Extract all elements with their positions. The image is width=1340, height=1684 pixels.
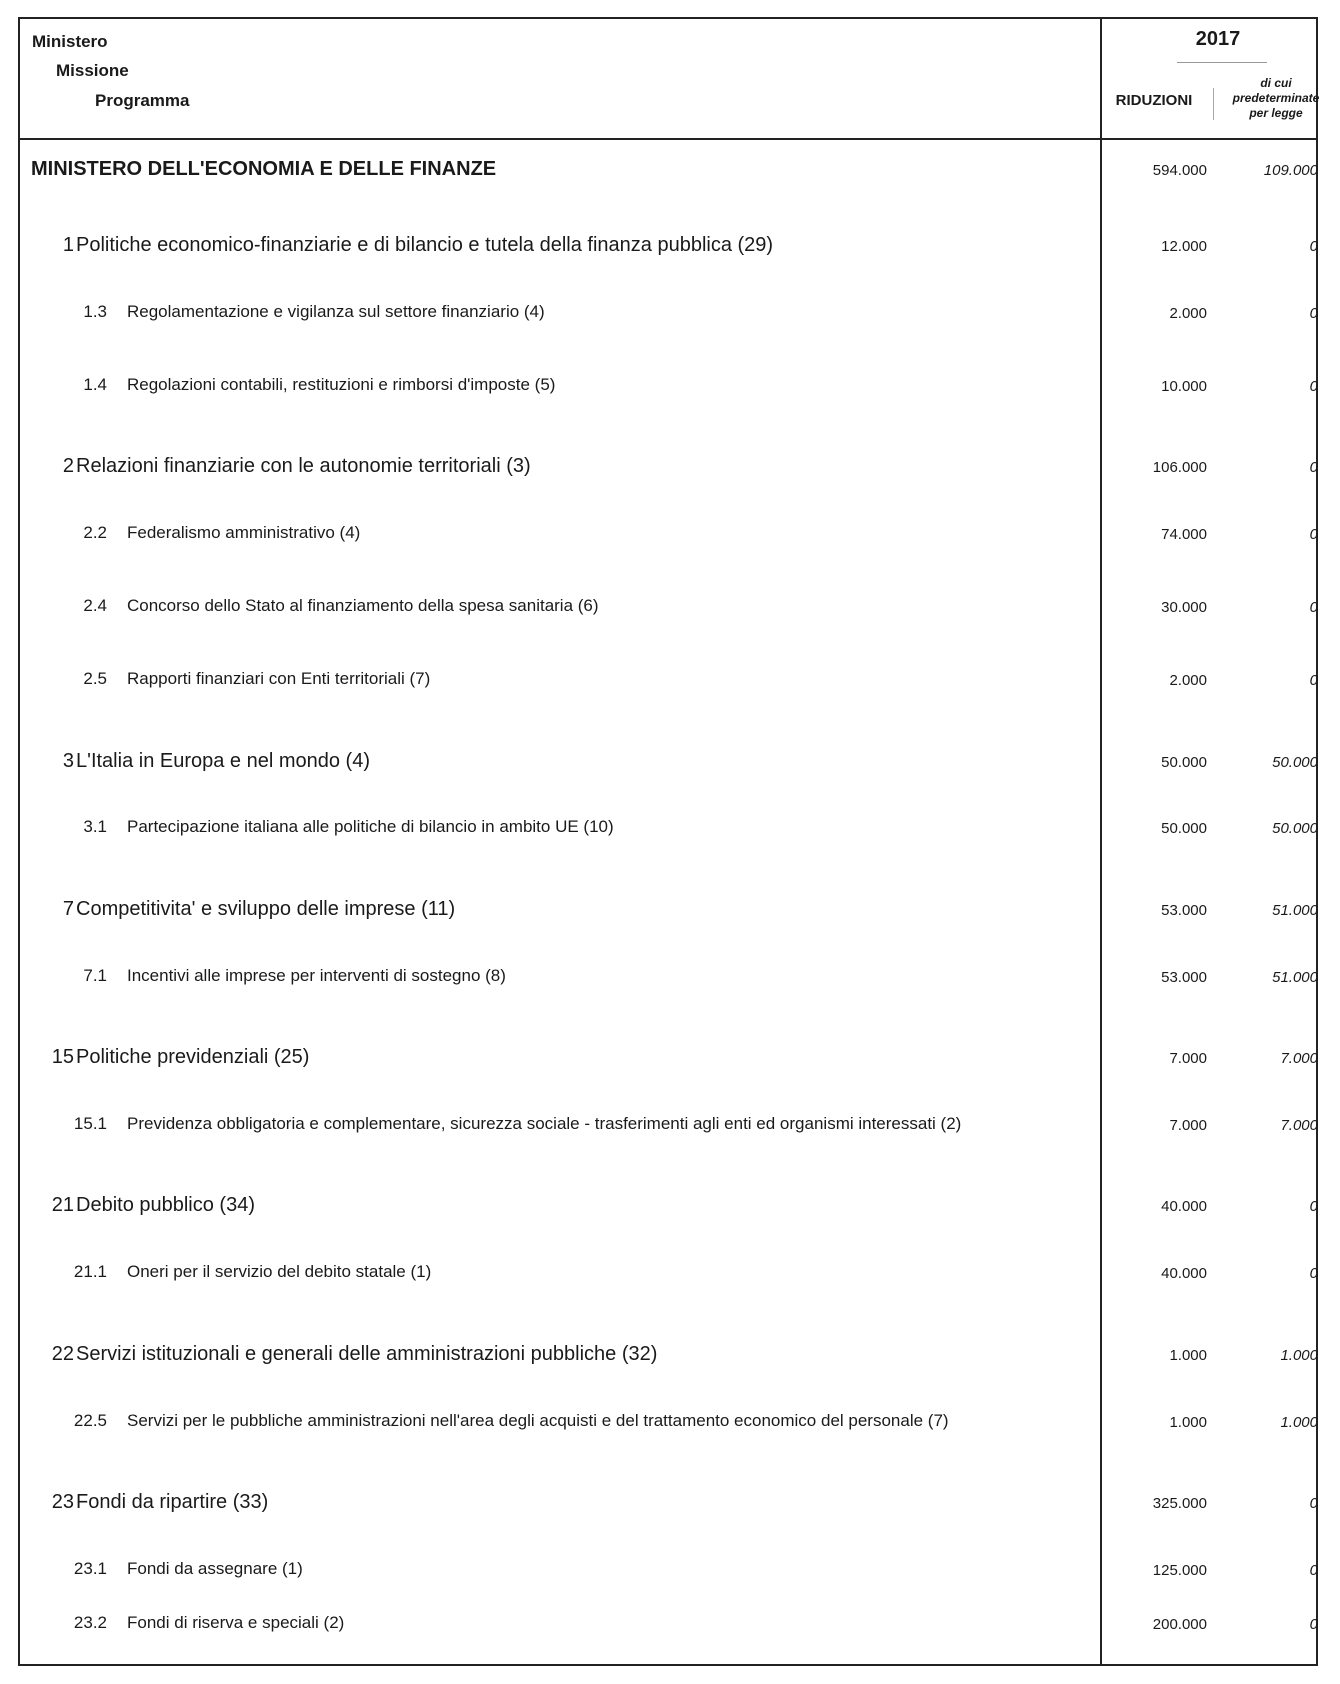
program-predeterminate: 51.000 — [1272, 969, 1318, 986]
program-label: Fondi da assegnare (1) — [127, 1559, 303, 1578]
program-riduzioni: 40.000 — [1161, 1265, 1207, 1282]
mission-predeterminate: 50.000 — [1272, 754, 1318, 771]
mission-number: 22 — [51, 1343, 74, 1365]
program-number: 2.5 — [83, 669, 107, 688]
mission-label: Relazioni finanziarie con le autonomie territoriali (3) — [76, 455, 531, 477]
program-number: 22.5 — [73, 1411, 107, 1430]
mission-number: 1 — [62, 234, 74, 256]
program-label: Incentivi alle imprese per interventi di sostegno (8) — [127, 966, 506, 985]
program-label: Federalismo amministrativo (4) — [127, 523, 361, 542]
mission-predeterminate: 0 — [1309, 1198, 1318, 1215]
program-number: 15.1 — [73, 1114, 107, 1133]
program-riduzioni: 2.000 — [1169, 305, 1207, 322]
mission-predeterminate: 1.000 — [1280, 1347, 1318, 1364]
header-missione: Missione — [56, 61, 129, 80]
mission-riduzioni: 50.000 — [1161, 754, 1207, 771]
ministry-riduzioni: 594.000 — [1152, 162, 1207, 179]
mission-label: Debito pubblico (34) — [76, 1194, 255, 1216]
program-number: 1.4 — [83, 375, 107, 394]
program-number: 1.3 — [83, 302, 107, 321]
program-label: Previdenza obbligatoria e complementare, sicurezza sociale - trasferimenti agli enti ed organismi interessati (2) — [127, 1114, 962, 1133]
mission-number: 21 — [51, 1194, 74, 1216]
header-riduzioni: RIDUZIONI — [1115, 92, 1193, 109]
mission-predeterminate: 0 — [1309, 459, 1318, 476]
header-programma: Programma — [95, 91, 190, 110]
program-label: Servizi per le pubbliche amministrazioni nell'area degli acquisti e del trattamento economico del personale (7) — [127, 1411, 949, 1430]
mission-label: Fondi da ripartire (33) — [76, 1491, 269, 1513]
ministry-predeterminate: 109.000 — [1263, 162, 1318, 179]
program-riduzioni: 2.000 — [1169, 672, 1207, 689]
mission-riduzioni: 7.000 — [1169, 1050, 1207, 1067]
program-label: Rapporti finanziari con Enti territoriali (7) — [127, 669, 431, 688]
program-riduzioni: 125.000 — [1152, 1562, 1207, 1579]
mission-riduzioni: 53.000 — [1161, 902, 1207, 919]
program-number: 21.1 — [73, 1262, 107, 1281]
program-riduzioni: 50.000 — [1161, 820, 1207, 837]
program-riduzioni: 200.000 — [1152, 1616, 1207, 1633]
program-predeterminate: 50.000 — [1272, 820, 1318, 837]
header-di-cui-predeterminate — [1230, 76, 1322, 121]
mission-predeterminate: 0 — [1309, 238, 1318, 255]
mission-predeterminate: 7.000 — [1280, 1050, 1318, 1067]
program-predeterminate: 0 — [1309, 599, 1318, 616]
mission-label: L'Italia in Europa e nel mondo (4) — [76, 750, 370, 772]
program-predeterminate: 0 — [1309, 305, 1318, 322]
program-riduzioni: 7.000 — [1169, 1117, 1207, 1134]
program-predeterminate: 0 — [1309, 378, 1318, 395]
year-underline — [1177, 62, 1267, 63]
program-number: 3.1 — [83, 817, 107, 836]
mission-riduzioni: 40.000 — [1161, 1198, 1207, 1215]
program-predeterminate: 0 — [1309, 1265, 1318, 1282]
mission-riduzioni: 12.000 — [1161, 238, 1207, 255]
header-di-cui: di cui — [1260, 76, 1292, 90]
ministry-name: MINISTERO DELL'ECONOMIA E DELLE FINANZE — [31, 158, 497, 180]
column-divider — [1100, 17, 1102, 1666]
mission-predeterminate: 51.000 — [1272, 902, 1318, 919]
mission-number: 2 — [62, 455, 74, 477]
program-number: 2.4 — [83, 596, 107, 615]
program-number: 2.2 — [83, 523, 107, 542]
mission-number: 23 — [51, 1491, 74, 1513]
mission-label: Politiche economico-finanziarie e di bilancio e tutela della finanza pubblica (29) — [76, 234, 774, 256]
header-subdivider — [1213, 88, 1214, 120]
program-predeterminate: 0 — [1309, 1562, 1318, 1579]
program-number: 23.2 — [73, 1613, 107, 1632]
mission-riduzioni: 325.000 — [1152, 1495, 1207, 1512]
program-predeterminate: 1.000 — [1280, 1414, 1318, 1431]
program-riduzioni: 53.000 — [1161, 969, 1207, 986]
program-predeterminate: 7.000 — [1280, 1117, 1318, 1134]
mission-label: Competitivita' e sviluppo delle imprese (11) — [76, 898, 456, 920]
program-riduzioni: 10.000 — [1161, 378, 1207, 395]
program-predeterminate: 0 — [1309, 672, 1318, 689]
program-riduzioni: 74.000 — [1161, 526, 1207, 543]
program-number: 7.1 — [83, 966, 107, 985]
program-label: Regolazioni contabili, restituzioni e rimborsi d'imposte (5) — [127, 375, 556, 394]
header-per-legge: per legge — [1249, 106, 1303, 120]
mission-label: Servizi istituzionali e generali delle amministrazioni pubbliche (32) — [76, 1343, 658, 1365]
mission-number: 3 — [62, 750, 74, 772]
program-riduzioni: 1.000 — [1169, 1414, 1207, 1431]
program-label: Oneri per il servizio del debito statale (1) — [127, 1262, 432, 1281]
mission-riduzioni: 1.000 — [1169, 1347, 1207, 1364]
program-predeterminate: 0 — [1309, 526, 1318, 543]
program-riduzioni: 30.000 — [1161, 599, 1207, 616]
program-number: 23.1 — [73, 1559, 107, 1578]
mission-number: 7 — [62, 898, 74, 920]
header-divider — [18, 138, 1318, 140]
header-ministero: Ministero — [32, 32, 108, 51]
program-label: Regolamentazione e vigilanza sul settore finanziario (4) — [127, 302, 545, 321]
program-predeterminate: 0 — [1309, 1616, 1318, 1633]
mission-riduzioni: 106.000 — [1152, 459, 1207, 476]
program-label: Partecipazione italiana alle politiche di bilancio in ambito UE (10) — [127, 817, 614, 836]
mission-label: Politiche previdenziali (25) — [76, 1046, 310, 1068]
header-predeterminate: predeterminate — [1232, 91, 1320, 105]
program-label: Fondi di riserva e speciali (2) — [127, 1613, 345, 1632]
mission-number: 15 — [51, 1046, 74, 1068]
mission-predeterminate: 0 — [1309, 1495, 1318, 1512]
program-label: Concorso dello Stato al finanziamento della spesa sanitaria (6) — [127, 596, 599, 615]
header-year: 2017 — [1195, 28, 1241, 50]
